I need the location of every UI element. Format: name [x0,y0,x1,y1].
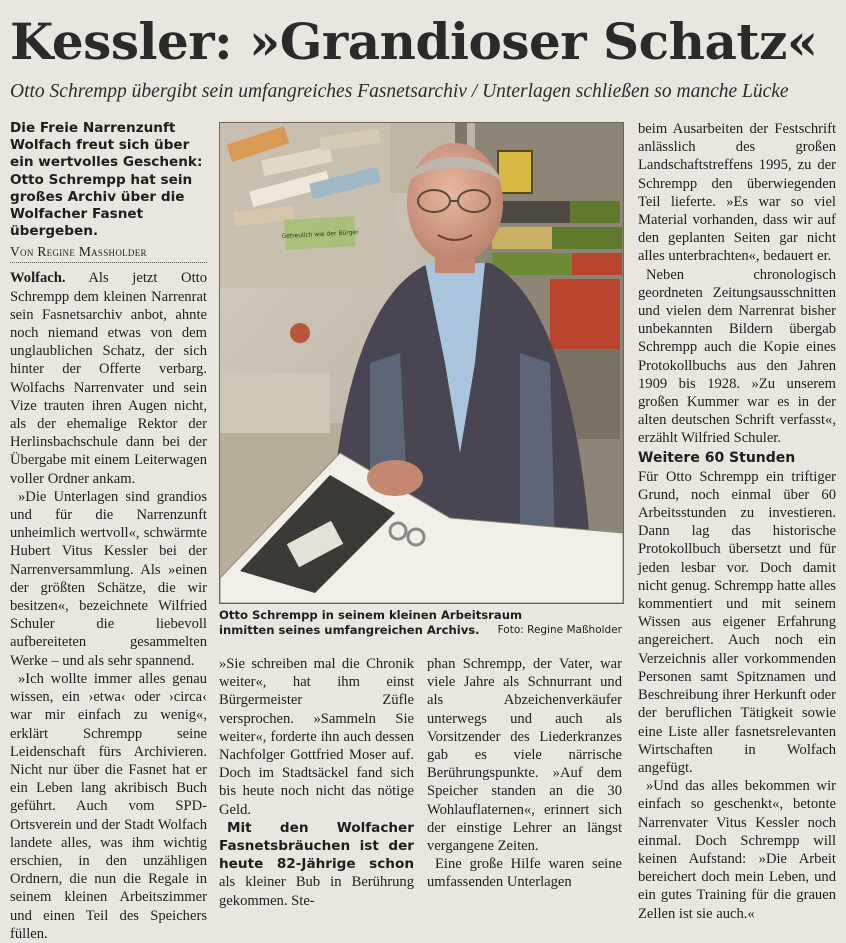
col2-paragraph-1: »Sie schreiben mal die Chronik weiter«, hat ihm einst Bürgermeister Züfle versprochen. »Sammeln Sie weiter«, forderte ihn auch dessen Nachfolger Gottfried Moser auf. Doch im Stadtsäckel fand sich bis heute noch nicht das nötige Geld. [219,656,414,818]
col4-paragraph-2: Neben chronologisch geordneten Zeitungsausschnitten und vielen dem Narrenrat bisher unbekannten Bildern übergab Schrempp auch die Kopie eines Protokollbuchs aus den Jahren 1909 bis 1928. »Zu unserem großen Kummer war es in der alten deutschen Schrift verfasst«, erzählt Wilfried Schuler. [638,266,836,447]
col2-paragraph-2 [219,819,414,910]
headline: Kessler: »Grandioser Schatz« [10,12,818,71]
col1-p1-text: Als jetzt Otto Schrempp dem kleinen Narrenrat sein Fasnetsarchiv anbot, ahnte noch niemand etwas von dem unglaublichen Schatz, der sich hinter der Offerte verbarg. Wolfachs Narrenvater und sein Vize trauten ihren Augen nicht, als der ehemalige Rektor der Herlinsbachschule dann bei der Übergabe mit einem Leiterwagen voller Ordner ankam. [10,270,208,487]
col2-p2-text: als kleiner Bub in Berührung gekommen. Ste- [219,874,414,909]
col1-paragraph-2: »Die Unterlagen sind grandios und für die Narrenzunft unheimlich wertvoll«, schwärmte Hubert Vitus Kessler bei der Narrenversammlung. Als »einen der größten Schätze, die wir besitzen«, bezeichnete Wilfried Schuler die liebevoll aufbereiteten gesammelten Werke – und als sehr spannend. [10,488,207,669]
man-hand [367,460,423,496]
photo-caption-block [219,608,622,638]
column-2 [219,655,414,910]
column-1 [10,120,207,943]
column-4 [638,120,836,923]
lead-paragraph: Die Freie Narrenzunft Wolfach freut sich über ein wertvolles Geschenk: Otto Schrempp hat sein großes Archiv über die Wolfacher Fasnet übergeben. [10,120,203,240]
col4-paragraph-4: »Und das alles bekommen wir einfach so geschenkt«, betonte Narrenvater Vitus Kessler noch einmal. Doch Schrempp will keinen Aufstand: »Die Arbeit bereichert doch mein Leben, und ein gutes Training für die grauen Zellen ist sie auch.« [638,778,836,922]
desk-ball [290,323,310,343]
col3-paragraph-1: phan Schrempp, der Vater, war viele Jahre als Schnurrant und als Abzeichenverkäufer unterwegs und auch als Vorsitzender des Liederkranzes gab es viele närrische Berührungspunkte. »Auf dem Speicher standen an die 30 Wohlauflaternen«, erinnert sich der einstige Lehrer an längst vergangene Zeiten. [427,656,622,855]
photo-illustration [220,123,623,603]
byline-prefix: Von [10,244,34,260]
byline-author: Regine Massholder [37,244,147,260]
wall-note-text: Getreulich wie der Bürger [281,228,359,241]
col4-subheading: Weitere 60 Stunden [638,449,796,466]
col4-paragraph-1: beim Ausarbeiten der Festschrift anlässlich des großen Landschaftstreffens 1995, zu der Schrempp den überwiegenden Teil lieferte. »Es war so viel Material vorhanden, dass wir auf den geplanten Seiten gar nicht alles unterbrachten«, bedauert er. [638,121,836,265]
dateline: Wolfach. [10,270,66,287]
emblem-frame [498,151,532,193]
byline [10,244,207,263]
article-photo [219,122,624,604]
column-3 [427,655,622,892]
col1-paragraph-3: »Ich wollte immer alles genau wissen, ein ›etwa‹ oder ›circa‹ war mir einfach zu wenig«, erklärt Schrempp seine Leidenschaft fürs Archivieren. Nicht nur über die Fasnet hat er ein Leben lang akribisch Buch geführt. Auch vom SPD-Ortsverein und der Stadt Wolfach landete alles, was ihm wichtig erschien, in den unzähligen Ordnern, die nun die Regale in seinem kleinen Arbeitszimmer und einen Teil des Speichers füllen. [10,670,207,942]
col2-bold-run: Mit den Wolfacher Fasnetsbräuchen ist der heute 82-Jährige schon [219,819,414,873]
col3-paragraph-2: Eine große Hilfe waren seine umfassenden Unterlagen [427,856,622,891]
col1-paragraph-1 [10,269,207,487]
desk-drawer [220,373,330,433]
photo-caption: Otto Schrempp in seinem kleinen Arbeitsraum inmitten seines umfangreichen Archivs. [219,608,523,637]
subheadline: Otto Schrempp übergibt sein umfangreiches Fasnetsarchiv / Unterlagen schließen so manche Lücke [10,81,789,102]
photo-credit: Foto: Regine Maßholder [497,624,622,636]
col4-paragraph-3: Für Otto Schrempp ein triftiger Grund, noch einmal über 60 Arbeitsstunden zu investieren. Dann lag das historische Protokollbuch übersetzt und für jeden lesbar vor. Doch damit nicht genug. Schrempp hatte alles kommentiert und mit seinem Wissen aus eigener Erfahrung angereichert. Auch noch ein Verzeichnis aller vorkommenden Personen samt Spitznamen und Beschreibung ihrer Herkunft oder der beruflichen Tätigkeit sowie eine Liste aller fasnetsrelevanten Wirtschaften in Wolfach angefügt. [638,468,836,776]
